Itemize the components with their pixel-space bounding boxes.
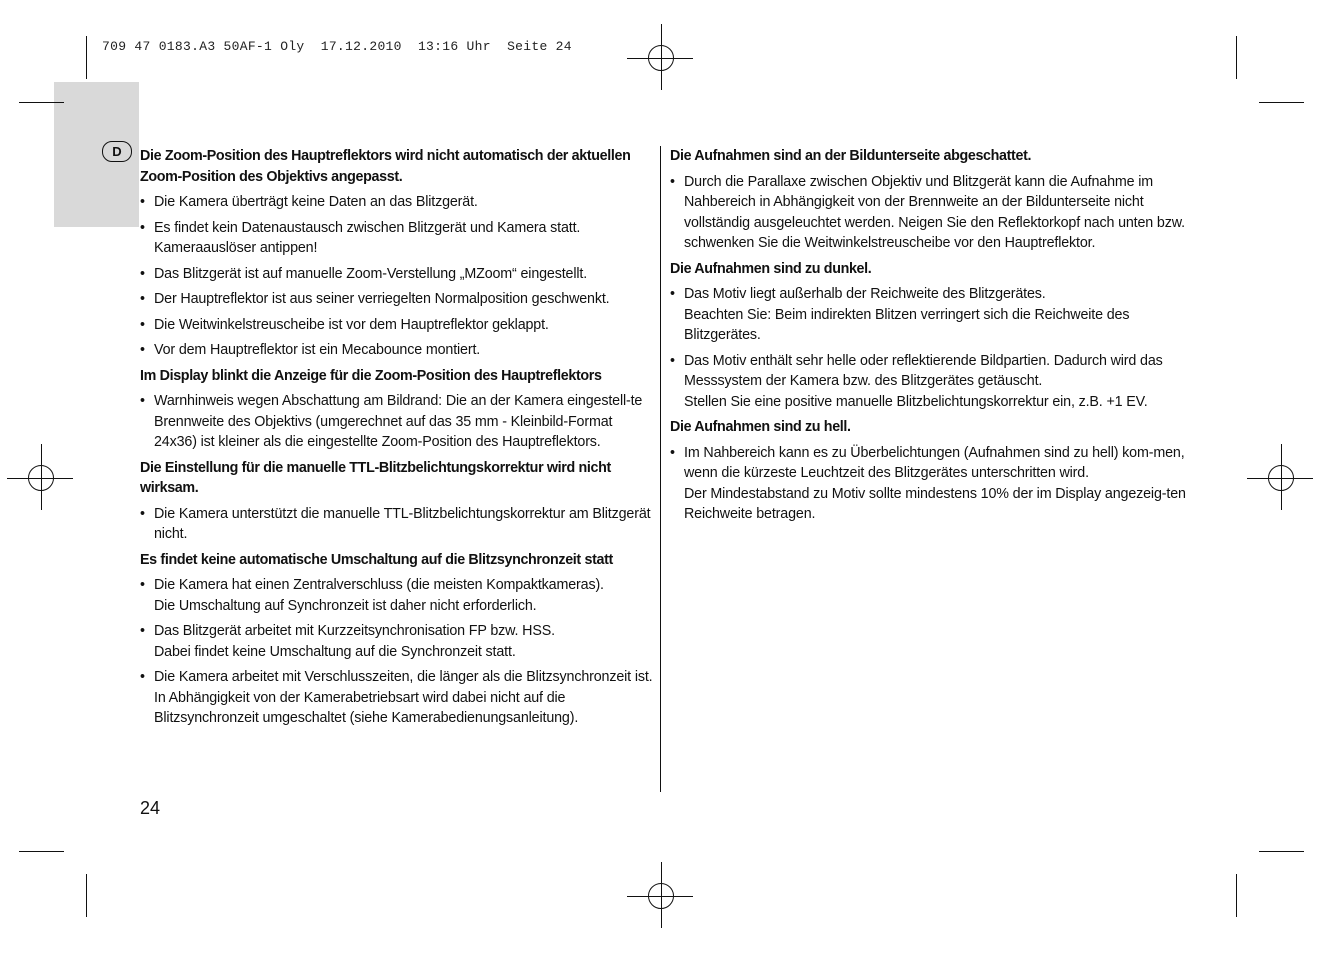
bullet-text: Die Kamera arbeitet mit Verschlusszeiten, die länger als die Blitzsynchronzeit ist. In Abhängigkeit von der Kamerabetriebsart wird dabei nicht auf die Blitzsynchronzeit umgeschaltet (siehe Kamerabedienungsanleitung). [154,669,653,726]
bullet-text: Durch die Parallaxe zwischen Objektiv und Blitzgerät kann die Aufnahme im Nahbereich in Abhängigkeit von der Brennweite an der Bildunterseite nicht vollständig ausgeleuchtet werden. Neigen Sie den Reflektorkopf nach unten bzw. schwenken Sie die Weitwinkelstreuscheibe vor den Hauptreflektor. [684,173,1185,251]
crop-mark [19,851,64,852]
bullet-icon: • [140,316,145,333]
right-column [670,146,1190,530]
bullet-icon: • [140,342,145,358]
bullet-icon: • [670,286,675,302]
bullet-text: Die Kamera überträgt keine Daten an das Blitzgerät. [154,194,478,210]
bullet-item [670,284,1190,346]
crop-mark [19,102,64,103]
bullet-text: Vor dem Hauptreflektor ist ein Mecabounce montiert. [154,342,481,358]
bullet-text: Warnhinweis wegen Abschattung am Bildrand: Die an der Kamera eingestell-te Brennweite des Objektivs (umgerechnet auf das 35 mm - Kleinbild-Format 24x36) ist kleiner als die eingestellte Zoom-Position des Hauptreflektors. [154,393,643,450]
bullet-item [140,391,655,453]
crop-mark [1259,851,1304,852]
bullet-item [140,264,655,285]
registration-mark-top [648,45,674,71]
bullet-icon: • [140,669,145,685]
bullet-item [140,289,655,310]
section-heading: Es findet keine automatische Umschaltung auf die Blitzsynchronzeit statt [140,551,613,568]
crop-mark [86,874,87,917]
language-badge: D [102,141,132,162]
crop-mark [1259,102,1304,103]
registration-mark-left [28,465,54,491]
bullet-item [140,218,655,259]
bullet-icon: • [140,505,145,522]
bullet-text: Das Motiv enthält sehr helle oder reflektierende Bildpartien. Dadurch wird das Messsystem der Kamera bzw. des Blitzgerätes getäuscht. Stellen Sie eine positive manuelle Blitzbelichtungskorrektur ein, z.B. +1 EV. [684,352,1163,410]
crop-mark [1236,874,1237,917]
crop-mark [86,36,87,79]
bullet-item [670,443,1190,525]
bullet-item [140,315,655,336]
bullet-icon: • [140,393,145,409]
bullet-icon: • [140,219,145,236]
bullet-item [140,504,655,545]
section-heading: Die Aufnahmen sind zu hell. [670,419,851,435]
bullet-icon: • [140,265,145,282]
crop-mark [1236,36,1237,79]
bullet-item [670,172,1190,254]
section-heading: Im Display blinkt die Anzeige für die Zoom-Position des Hauptreflektors [140,367,602,384]
bullet-item [140,575,655,616]
bullet-icon: • [140,577,145,593]
bullet-text: Die Weitwinkelstreuscheibe ist vor dem Hauptreflektor geklappt. [154,316,549,333]
section-heading: Die Zoom-Position des Hauptreflektors wird nicht automatisch der aktuellen Zoom-Position des Objektivs angepasst. [140,148,631,185]
registration-mark-bottom [648,883,674,909]
bullet-icon: • [140,194,145,210]
bullet-text: Es findet kein Datenaustausch zwischen Blitzgerät und Kamera statt. Kameraauslöser antippen! [154,219,581,256]
bullet-icon: • [670,173,675,190]
section-heading: Die Aufnahmen sind zu dunkel. [670,260,872,277]
column-divider [660,146,661,792]
print-slug-header: 709 47 0183.A3 50AF-1 Oly 17.12.2010 13:16 Uhr Seite 24 [102,39,572,54]
bullet-item [670,351,1190,413]
bullet-text: Im Nahbereich kann es zu Überbelichtungen (Aufnahmen sind zu hell) kom-men, wenn die kürzeste Leuchtzeit des Blitzgerätes unterschritten wird. Der Mindestabstand zu Motiv sollte mindestens 10% der im Display angezeig-ten Reichweite betragen. [684,444,1186,522]
bullet-text: Der Hauptreflektor ist aus seiner verriegelten Normalposition geschwenkt. [154,291,610,307]
bullet-icon: • [140,623,145,639]
section-heading: Die Aufnahmen sind an der Bildunterseite abgeschattet. [670,148,1032,164]
section-heading: Die Einstellung für die manuelle TTL-Blitzbelichtungskorrektur wird nicht wirksam. [140,459,611,496]
bullet-text: Die Kamera unterstützt die manuelle TTL-Blitzbelichtungskorrektur am Blitzgerät nicht. [154,505,651,542]
page-number: 24 [140,798,161,818]
left-column [140,146,655,734]
bullet-item [140,340,655,361]
registration-mark-right [1268,465,1294,491]
bullet-text: Das Blitzgerät arbeitet mit Kurzzeitsynchronisation FP bzw. HSS. Dabei findet keine Umschaltung auf die Synchronzeit statt. [154,623,555,660]
bullet-text: Die Kamera hat einen Zentralverschluss (die meisten Kompaktkameras). Die Umschaltung auf Synchronzeit ist daher nicht erforderlich. [154,577,604,614]
bullet-item [140,667,655,729]
bullet-item [140,192,655,213]
bullet-text: Das Motiv liegt außerhalb der Reichweite des Blitzgerätes. Beachten Sie: Beim indirekten Blitzen verringert sich die Reichweite des Blitzgerätes. [684,286,1130,343]
bullet-icon: • [670,444,675,461]
bullet-text: Das Blitzgerät ist auf manuelle Zoom-Verstellung „MZoom“ eingestellt. [154,265,588,282]
bullet-icon: • [140,291,145,307]
bullet-icon: • [670,352,675,369]
bullet-item [140,621,655,662]
